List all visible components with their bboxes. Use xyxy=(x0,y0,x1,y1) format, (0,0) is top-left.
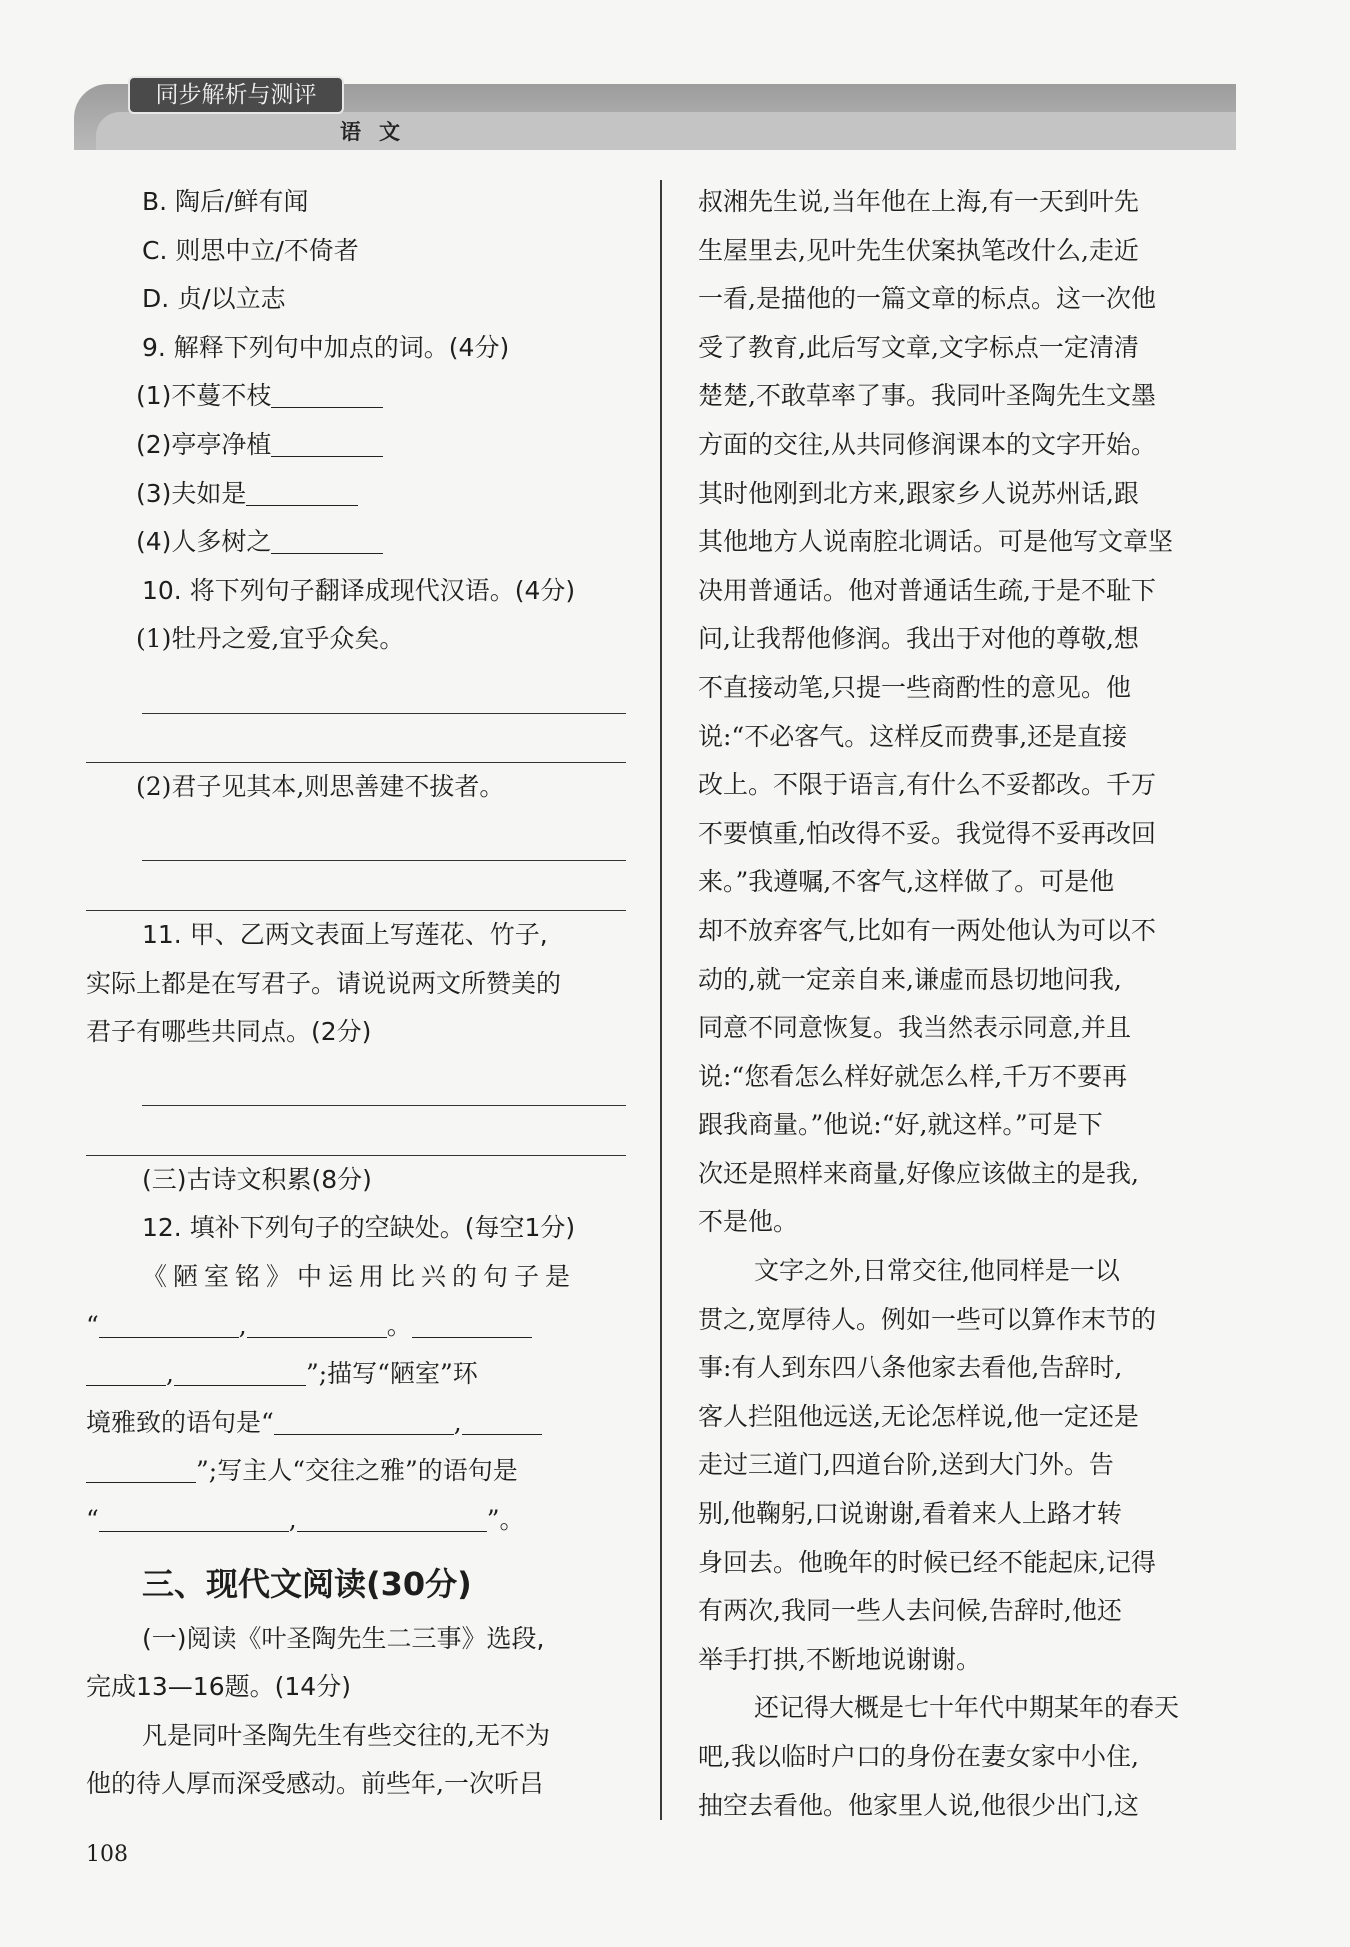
question-11-line-1: 11. 甲、乙两文表面上写莲花、竹子, xyxy=(142,919,548,949)
question-12-line-3: , ”;描写“陋室”环 xyxy=(86,1350,626,1399)
passage-line: 还记得大概是七十年代中期某年的春天 xyxy=(754,1693,1180,1723)
reading-intro-line-2: 完成13—16题。(14分) xyxy=(86,1672,351,1702)
answer-blank[interactable] xyxy=(274,1404,454,1435)
answer-line[interactable] xyxy=(86,1106,626,1156)
header-inner-band xyxy=(96,112,1236,150)
question-12-line-5-text: ”;写主人“交往之雅”的语句是 xyxy=(196,1456,518,1486)
answer-line[interactable] xyxy=(142,1057,626,1107)
reading-intro-line-1: (一)阅读《叶圣陶先生二三事》选段, xyxy=(142,1623,545,1653)
passage-line: 一看,是描他的一篇文章的标点。这一次他 xyxy=(698,284,1156,314)
answer-line[interactable] xyxy=(86,861,626,911)
passage-line: 身回去。他晚年的时候已经不能起床,记得 xyxy=(698,1547,1156,1577)
passage-line: 说:“不必客气。这样反而费事,还是直接 xyxy=(698,721,1128,751)
question-9-3-text: (3)夫如是 xyxy=(136,478,247,508)
section-modern-reading-title: 三、现代文阅读(30分) xyxy=(142,1564,472,1603)
question-12: 12. 填补下列句子的空缺处。(每空1分) xyxy=(142,1213,576,1243)
column-divider xyxy=(660,180,662,1820)
passage-line: 动的,就一定亲自来,谦虚而恳切地问我, xyxy=(698,964,1122,994)
answer-blank[interactable] xyxy=(86,1452,196,1483)
passage-line: 其时他刚到北方来,跟家乡人说苏州话,跟 xyxy=(698,478,1139,508)
passage-line: 有两次,我同一些人去问候,告辞时,他还 xyxy=(698,1596,1122,1626)
answer-blank[interactable] xyxy=(271,377,383,408)
answer-blank[interactable] xyxy=(462,1404,542,1435)
subsection-3-title: (三)古诗文积累(8分) xyxy=(142,1164,372,1194)
passage-line: 决用普通话。他对普通话生疏,于是不耻下 xyxy=(698,575,1156,605)
answer-line[interactable] xyxy=(86,714,626,764)
passage-line: 抽空去看他。他家里人说,他很少出门,这 xyxy=(698,1790,1139,1820)
answer-blank[interactable] xyxy=(412,1307,532,1338)
answer-blank[interactable] xyxy=(99,1501,289,1532)
question-12-line-6-end: ”。 xyxy=(486,1505,525,1535)
passage-line: 改上。不限于语言,有什么不妥都改。千万 xyxy=(698,770,1156,800)
question-10-2: (2)君子见其本,则思善建不拔者。 xyxy=(136,772,505,802)
question-12-line-4-text: 境雅致的语句是“ xyxy=(86,1407,274,1437)
answer-blank[interactable] xyxy=(247,1307,387,1338)
passage-line: 不是他。 xyxy=(698,1207,799,1237)
question-9: 9. 解释下列句中加点的词。(4分) xyxy=(142,332,510,362)
question-9-1-text: (1)不蔓不枝 xyxy=(136,381,272,411)
passage-line: 来。”我遵嘱,不客气,这样做了。可是他 xyxy=(698,867,1115,897)
option-c: C. 则思中立/不倚者 xyxy=(142,235,359,265)
question-9-4 xyxy=(86,518,626,567)
passage-line: 楚楚,不敢草率了事。我同叶圣陶先生文墨 xyxy=(698,381,1156,411)
passage-line: 其他地方人说南腔北调话。可是他写文章坚 xyxy=(698,527,1174,557)
right-column xyxy=(698,178,1238,1830)
subject-label: 语文 xyxy=(340,120,418,144)
question-9-2-text: (2)亭亭净植 xyxy=(136,429,272,459)
question-9-1 xyxy=(86,372,626,421)
passage-line: 客人拦阻他远送,无论怎样说,他一定还是 xyxy=(698,1401,1139,1431)
passage-line: 不直接动笔,只提一些商酌性的意见。他 xyxy=(698,672,1131,702)
passage-line-2: 他的待人厚而深受感动。前些年,一次听吕 xyxy=(86,1769,544,1799)
passage-line-1: 凡是同叶圣陶先生有些交往的,无不为 xyxy=(142,1720,550,1750)
question-12-line-3-text: ;描写“陋室”环 xyxy=(318,1359,478,1389)
question-11-line-2: 实际上都是在写君子。请说说两文所赞美的 xyxy=(86,968,562,998)
answer-line[interactable] xyxy=(142,812,626,862)
left-column xyxy=(86,178,626,1809)
question-10-1: (1)牡丹之爱,宜乎众矣。 xyxy=(136,624,405,654)
passage-line: 跟我商量。”他说:“好,就这样。”可是下 xyxy=(698,1110,1103,1140)
question-12-line-1: 《陋室铭》中运用比兴的句子是 xyxy=(142,1262,577,1292)
page-number: 108 xyxy=(86,1842,128,1867)
passage-line: 说:“您看怎么样好就怎么样,千万不要再 xyxy=(698,1061,1128,1091)
passage-line: 举手打拱,不断地说谢谢。 xyxy=(698,1644,981,1674)
answer-blank[interactable] xyxy=(99,1307,239,1338)
question-12-line-4: 境雅致的语句是“ , xyxy=(86,1399,626,1448)
passage-line: 叔湘先生说,当年他在上海,有一天到叶先 xyxy=(698,187,1139,216)
question-9-2 xyxy=(86,421,626,470)
passage-line: 文字之外,日常交往,他同样是一以 xyxy=(754,1256,1120,1286)
answer-blank[interactable] xyxy=(174,1355,306,1386)
question-12-line-2: “ , 。 xyxy=(86,1302,626,1351)
answer-blank[interactable] xyxy=(86,1355,166,1386)
question-9-3 xyxy=(86,470,626,519)
passage-line: 受了教育,此后写文章,文字标点一定清清 xyxy=(698,332,1139,362)
answer-blank[interactable] xyxy=(297,1501,487,1532)
passage-line: 事:有人到东四八条他家去看他,告辞时, xyxy=(698,1353,1123,1383)
passage-line: 不要慎重,怕改得不妥。我觉得不妥再改回 xyxy=(698,818,1156,848)
question-11-line-3: 君子有哪些共同点。(2分) xyxy=(86,1017,372,1047)
answer-line[interactable] xyxy=(142,664,626,714)
answer-blank[interactable] xyxy=(271,523,383,554)
answer-blank[interactable] xyxy=(271,426,383,457)
passage-line: 次还是照样来商量,好像应该做主的是我, xyxy=(698,1158,1139,1188)
book-title: 同步解析与测评 xyxy=(128,76,344,114)
passage-line: 吧,我以临时户口的身份在妻女家中小住, xyxy=(698,1742,1139,1771)
question-9-4-text: (4)人多树之 xyxy=(136,527,272,557)
passage-line: 别,他鞠躬,口说谢谢,看着来人上路才转 xyxy=(698,1499,1122,1529)
question-12-line-6: “ , ”。 xyxy=(86,1496,626,1545)
passage-line: 问,让我帮他修润。我出于对他的尊敬,想 xyxy=(698,624,1139,654)
question-12-line-5 xyxy=(86,1447,626,1496)
passage-line: 同意不同意恢复。我当然表示同意,并且 xyxy=(698,1013,1131,1043)
option-b: B. 陶后/鲜有闻 xyxy=(142,187,309,216)
passage-line: 方面的交往,从共同修润课本的文字开始。 xyxy=(698,429,1156,459)
passage-line: 走过三道门,四道台阶,送到大门外。告 xyxy=(698,1450,1114,1480)
passage-line: 却不放弃客气,比如有一两处他认为可以不 xyxy=(698,915,1156,945)
question-10: 10. 将下列句子翻译成现代汉语。(4分) xyxy=(142,575,576,605)
passage-line: 生屋里去,见叶先生伏案执笔改什么,走近 xyxy=(698,235,1139,265)
answer-blank[interactable] xyxy=(246,475,358,506)
option-d: D. 贞/以立志 xyxy=(142,284,286,314)
passage-line: 贯之,宽厚待人。例如一些可以算作末节的 xyxy=(698,1304,1156,1334)
